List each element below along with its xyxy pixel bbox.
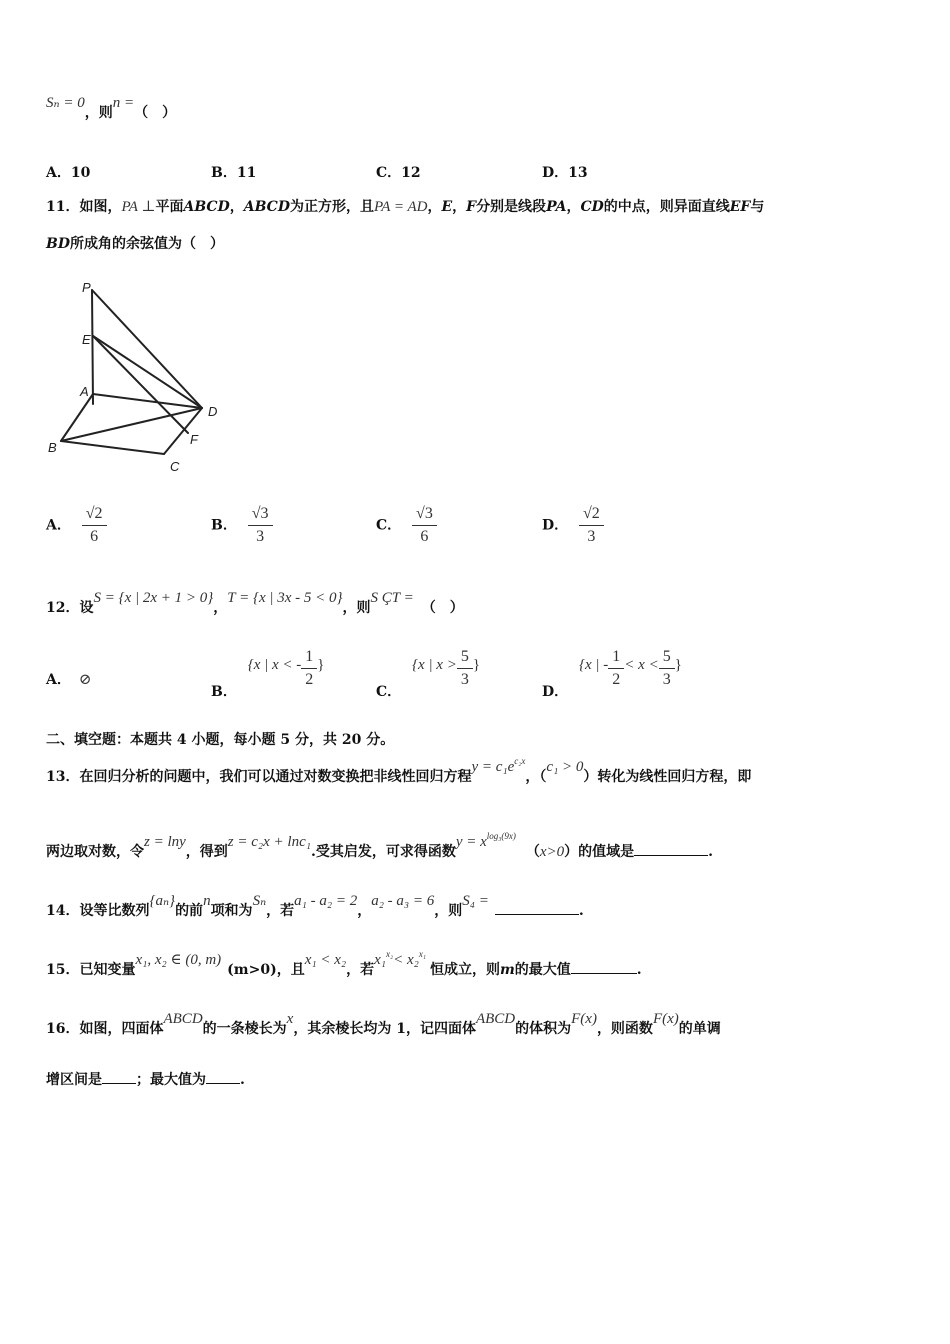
q10-n-eq: n = (112, 95, 135, 111)
edge-ed (93, 336, 202, 408)
q11-option-c[interactable]: C． $\frac{√3}{6}$ (376, 503, 437, 548)
label-e: E (82, 332, 91, 347)
q11-option-a[interactable]: A． $\frac{√2}{6}$ (46, 503, 107, 548)
q11-line-2: BD所成角的余弦值为（ ） (46, 236, 224, 252)
q13-line-2: 两边取对数，令z = lny，得到z = c₂x + lnc₁.受其启发，可求得函数$y = x^{log_3(9x)}(x>0)$的值域是 . (46, 831, 714, 860)
q13-line-1: 13．在回归分析的问题中，我们可以通过对数变换把非线性回归方程$y = c_1e^{c_2x}$，（c₁ > 0）转化为线性回归方程，即 (46, 756, 752, 785)
q11-option-d[interactable]: D． $\frac{√2}{3}$ (542, 503, 604, 548)
q16-max-blank[interactable] (206, 1083, 240, 1084)
q12-option-d[interactable]: D． {x | - $\frac{1}{2}$ < x < $\frac{5}{3}$ } (542, 648, 682, 700)
q10-option-a[interactable]: A．10 (46, 165, 91, 181)
label-f: F (190, 432, 198, 447)
q11-figure (44, 276, 234, 486)
q16-line-2: 增区间是 ；最大值为 . (46, 1072, 245, 1088)
q16-line-1: 16．如图，四面体ABCD的一条棱长为x，其余棱长均为 1，记四面体ABCD的体积为F(x)，则函数F(x)的单调 (46, 1011, 721, 1037)
q10-option-c[interactable]: C．12 (376, 165, 421, 181)
q10-option-d[interactable]: D．13 (542, 165, 588, 181)
q12-set-s: S = {x | 2x + 1 > 0} (93, 590, 214, 606)
q14-answer-blank[interactable] (495, 914, 579, 915)
q10-option-b[interactable]: B．11 (211, 165, 257, 181)
q11-line-1: 11．如图，PA ⊥平面ABCD，ABCD为正方形，且PA = AD，E，F分别是线段PA，CD的中点，则异面直线EF与 (46, 199, 765, 215)
edge-pa (92, 290, 93, 404)
q12-option-b[interactable]: B． {x | x < - $\frac{1}{2}$ } (211, 648, 325, 700)
label-c: C (170, 459, 180, 474)
q16-interval-blank[interactable] (102, 1083, 136, 1084)
label-p: P (82, 280, 91, 295)
label-a: A (80, 384, 89, 399)
q15-answer-blank[interactable] (571, 973, 637, 974)
label-b: B (48, 440, 57, 455)
q12-option-a[interactable]: A． ⊘ (46, 672, 92, 688)
q13-answer-blank[interactable] (634, 855, 708, 856)
q12-set-t: T = {x | 3x - 5 < 0} (227, 590, 343, 606)
q12-line: 12．设S = {x | 2x + 1 > 0}，T = {x | 3x - 5 < 0}，则S ÇT =（ ） (46, 590, 464, 616)
q10-condition: Sₙ = 0 (46, 95, 85, 111)
label-d: D (208, 404, 218, 419)
q12-option-c[interactable]: C． {x | x > $\frac{5}{3}$ } (376, 648, 481, 700)
edge-bc (61, 441, 164, 454)
section2-title: 二、填空题：本题共 4 小题，每小题 5 分，共 20 分。 (46, 732, 395, 748)
edge-ef (93, 336, 188, 433)
q11-option-b[interactable]: B． $\frac{√3}{3}$ (211, 503, 273, 548)
q10-line: Sₙ = 0，则n =（ ） (46, 95, 177, 121)
q15-line: 15．已知变量x₁, x₂ ∈ (0, m)(m>0)，且x₁ < x₂，若x₁$^{x_2}$< x₂$^{x_1}$恒成立，则m的最大值 . (46, 949, 642, 978)
q14-line: 14．设等比数列{aₙ}的前n项和为Sₙ，若a₁ - a₂ = 2，a₂ - a₃ = 6，则S₄ =. (46, 893, 584, 919)
